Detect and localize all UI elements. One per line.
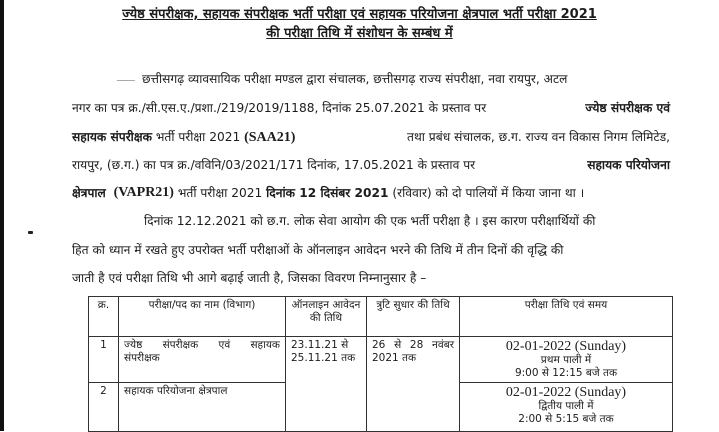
table-header-row xyxy=(89,297,673,337)
col-header-exam-date-time: परीक्षा तिथि एवं समय xyxy=(460,297,673,337)
col-header-sno: क्र. xyxy=(89,297,119,337)
scan-edge xyxy=(0,0,4,431)
exam-schedule-table xyxy=(88,296,673,432)
paragraph-line: नगर का पत्र क्र./सी.एस.ए./प्रशा./219/2019/1188, दिनांक 25.07.2021 के प्रस्ताव पर ज्येष्ठ संपरीक्षक एवं xyxy=(72,101,670,115)
cell-correction-date: 26 से 28 नवंबर 2021 तक xyxy=(367,337,460,432)
cell-sno: 2 xyxy=(89,383,119,432)
document-title-line-1: ज्येष्ठ संपरीक्षक, सहायक संपरीक्षक भर्ती परीक्षा एवं सहायक परियोजना क्षेत्रपाल भर्ती परीक्षा 2021 xyxy=(122,7,597,22)
cell-exam-date-time: 02-01-2022 (Sunday) प्रथम पाली में 9:00 से 12:15 बजे तक xyxy=(460,337,673,383)
paragraph-line: रायपुर, (छ.ग.) का पत्र क्र./वविनि/03/2021/171 दिनांक, 17.05.2021 के प्रस्ताव पर सहायक परियोजना xyxy=(72,158,670,172)
bullet-mark xyxy=(28,231,33,234)
pen-mark xyxy=(117,74,138,81)
table-row xyxy=(89,337,673,383)
document-title-line-2: की परीक्षा तिथि में संशोधन के सम्बंध में xyxy=(266,26,453,41)
paragraph-line: सहायक संपरीक्षक भर्ती परीक्षा 2021 (SAA21) तथा प्रबंध संचालक, छ.ग. राज्य वन विकास निगम लिमिटेड, xyxy=(72,130,670,145)
paragraph-line: जाती है एवं परीक्षा तिथि भी आगे बढ़ाई जाती है, जिसका विवरण निम्नानुसार है – xyxy=(72,271,427,285)
col-header-correction-date: त्रुटि सुधार की तिथि xyxy=(367,297,460,337)
paragraph-line: छत्तीसगढ़ व्यावसायिक परीक्षा मण्डल द्वारा संचालक, छत्तीसगढ़ राज्य संपरीक्षा, नवा रायपुर, अटल xyxy=(142,72,568,86)
cell-exam-name: सहायक परियोजना क्षेत्रपाल xyxy=(119,383,286,432)
paragraph-line: हित को ध्यान में रखते हुए उपरोक्त भर्ती परीक्षाओं के ऑनलाइन आवेदन भरने की तिथि में तीन दिनों की वृद्धि की xyxy=(72,243,564,257)
cell-exam-name: ज्येष्ठ संपरीक्षक एवं सहायक संपरीक्षक xyxy=(119,337,286,383)
col-header-online-date: ऑनलाइन आवेदन की तिथि xyxy=(286,297,367,337)
paragraph-line: क्षेत्रपाल (VAPR21) भर्ती परीक्षा 2021 दिनांक 12 दिसंबर 2021 (रविवार) को दो पालियों में किया जाना था । xyxy=(72,185,585,200)
paragraph-line: दिनांक 12.12.2021 को छ.ग. लोक सेवा आयोग की एक भर्ती परीक्षा है । इस कारण परीक्षार्थियों की xyxy=(144,214,596,228)
col-header-exam-name: परीक्षा/पद का नाम (विभाग) xyxy=(119,297,286,337)
cell-sno: 1 xyxy=(89,337,119,383)
cell-online-date: 23.11.21 से 25.11.21 तक xyxy=(286,337,367,432)
cell-exam-date-time: 02-01-2022 (Sunday) द्वितीय पाली में 2:00 से 5:15 बजे तक xyxy=(460,383,673,432)
